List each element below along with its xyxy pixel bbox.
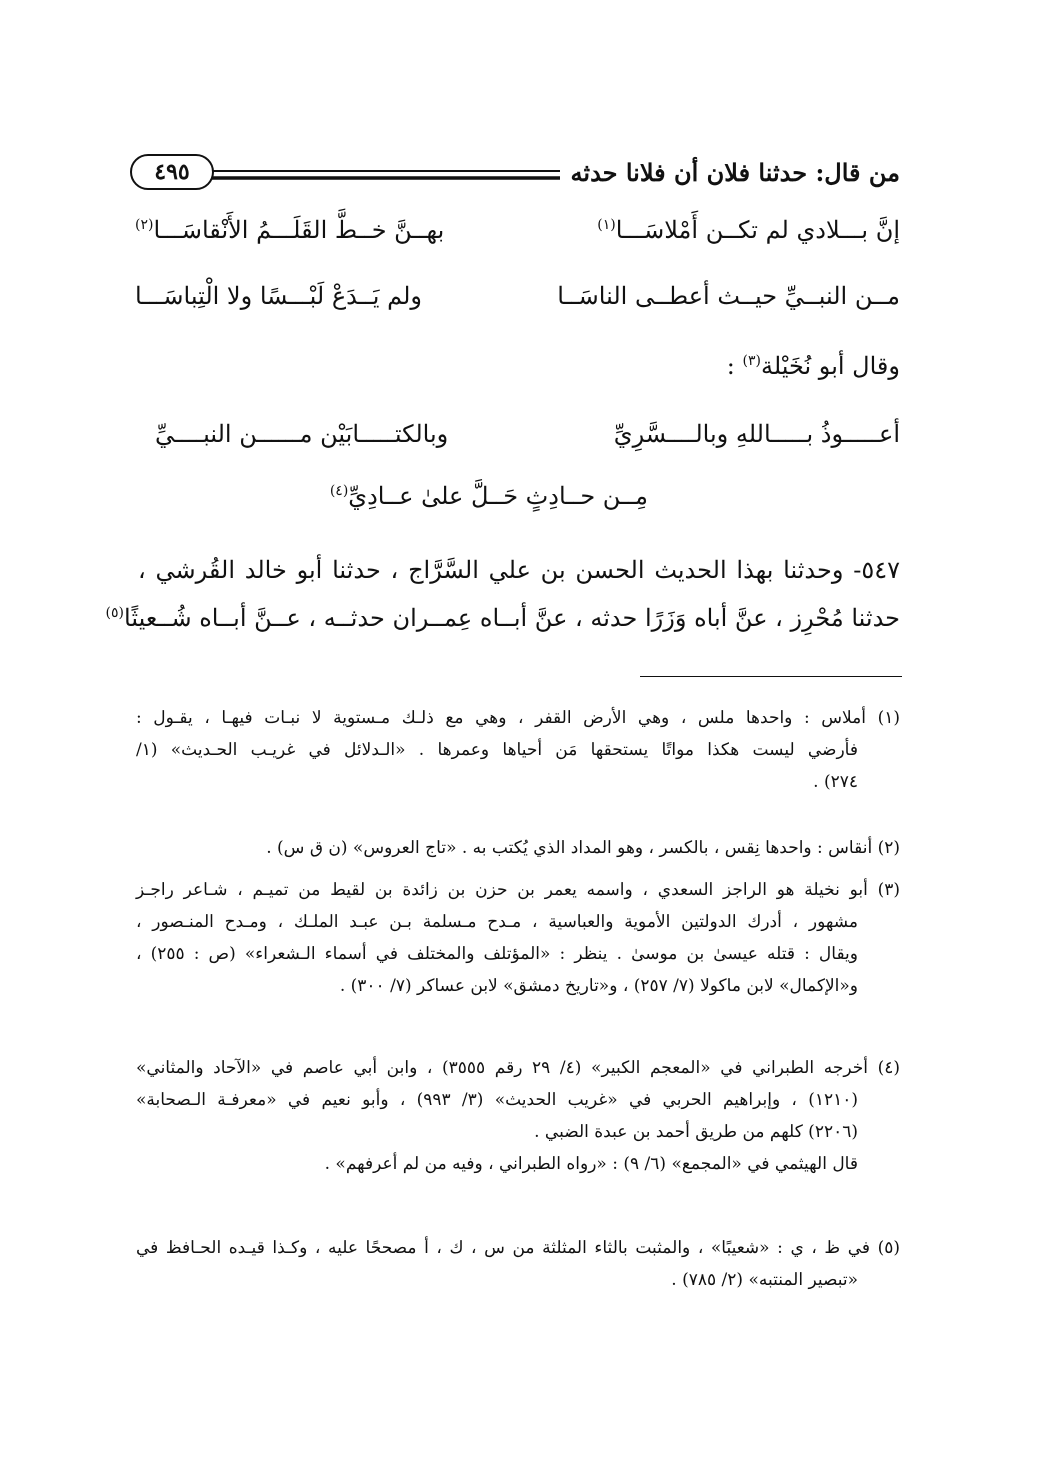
poem1-verse2-right-hemistich: مــن النبــيِّ حيــث أعطــى الناسَــا [557,282,900,310]
poem2-verse1 [155,420,900,460]
poem1-verse2 [135,282,900,322]
footnote-ref-4[interactable]: (٤) [329,483,349,499]
footnote-ref-2[interactable]: (٢) [135,217,154,233]
footnote-5: (٥) في ظ ، ي : «شعيبًا» ، والمثبت بالثاء المثلثة من س ، ك ، أ مصححًا عليه ، وكـذا قيـده الحـافظ في «تبصير المنتبه» (٢/ ٧٨٥) . [136,1238,900,1290]
footnote-ref-1[interactable]: (١) [597,217,616,233]
footnote-1: (١) أملاس : واحدها ملس ، وهي الأرض القفر ، وهي مع ذلـك مـستوية لا نبـات فيهـا ، يقـول : فأرضي ليست هكذا مواتًا يستحقها مَن أحياها وعمرها . «الـدلائل في غريـب الحـديث» (١/ ٢٧٤) . [136,708,900,792]
poem2-verse1-left-hemistich: وبالكتـــــابَيْن مــــــن النبــــيِّ [155,420,449,448]
footnote-2: (٢) أنقاس : واحدها نِقس ، بالكسر ، وهو المداد الذي يُكتب به . «تاج العروس» (ن ق س) . [266,838,900,858]
poem1-verse2-left-hemistich: ولم يَــدَعْ لَبْـــسًا ولا الْتِباسَـــا [135,282,422,310]
hadith-line-2: حدثنا مُحْرِز ، عنَّ أباه وَزَرًا حدثه ، عنَّ أبــاه عِمــران حدثــه ، عــنَّ أبــاه شُــعيثًا$^{(٥)}$ [105,604,900,632]
footnote-3: (٣) أبو نخيلة هو الراجز السعدي ، واسمه يعمر بن حزن بن زائدة بن لقيط من تميـم ، شـاعر راجـز مشهور ، أدرك الدولتين الأموية والعباسية ، مـدح مـسلمة بـن عبـد الملـك ، ومـدح المنـصور ، ويقال : قتله عيسىٰ بن موسىٰ . ينظر : «المؤتلف والمختلف في أسماء الـشعراء» (ص : ٢٥٥) ، و«الإكمال» لابن ماكولا (٧/ ٢٥٧) ، و«تاريخ دمشق» لابن عساكر (٧/ ٣٠٠) . [136,880,900,996]
header-double-rule [212,166,560,184]
poem1-verse1-right-hemistich: إنَّ بـــلادي لم تكــن أَمْلاسَـــا$^{(١)}$ [597,216,900,244]
running-title: من قال: حدثنا فلان أن فلانا حدثه [570,158,900,187]
poem2-verse1-right-hemistich: أعـــــوذُ بـــــاللهِ وبالــــسَّرِيِّ [613,420,900,448]
poem2-verse2: مِــن حــادِثٍ حَــلَّ علىٰ عــادِيِّ$^{(٤)}$ [329,482,648,510]
footnote-4: (٤) أخرجه الطبراني في «المعجم الكبير» (٤/ ٢٩ رقم ٣٥٥٥) ، وابن أبي عاصم في «الآحاد والمثاني» (١٢١٠) ، وإبراهيم الحربي في «غريب الحديث» (٣/ ٩٩٣) ، وأبو نعيم في «معرفـة الـصحابة» (٢٢٠٦) كلهم من طريق أحمد بن عبدة الضبي . قال الهيثمي في «المجمع» (٦/ ٩) : «رواه الطبراني ، وفيه من لم أعرفهم» . [136,1058,900,1174]
footnote-ref-3[interactable]: (٣) [742,353,761,369]
page-number: ٤٩٥ [130,154,214,190]
footnote-separator [640,676,902,677]
poem2-intro: وقال أبو نُخَيْلة$^{(٣)}$ : [726,352,900,380]
hadith-line-1: ٥٤٧- وحدثنا بهذا الحديث الحسن بن علي السَّرَّاج ، حدثنا أبو خالد القُرشي ، [138,556,900,584]
poem1-verse1-left-hemistich: بهــنَّ خــطَّ القَلَـــمُ الأَنْقاسَـــا$^{(٢)}$ [135,216,445,244]
poem1-verse1 [135,216,900,256]
footnote-ref-5[interactable]: (٥) [105,605,125,621]
